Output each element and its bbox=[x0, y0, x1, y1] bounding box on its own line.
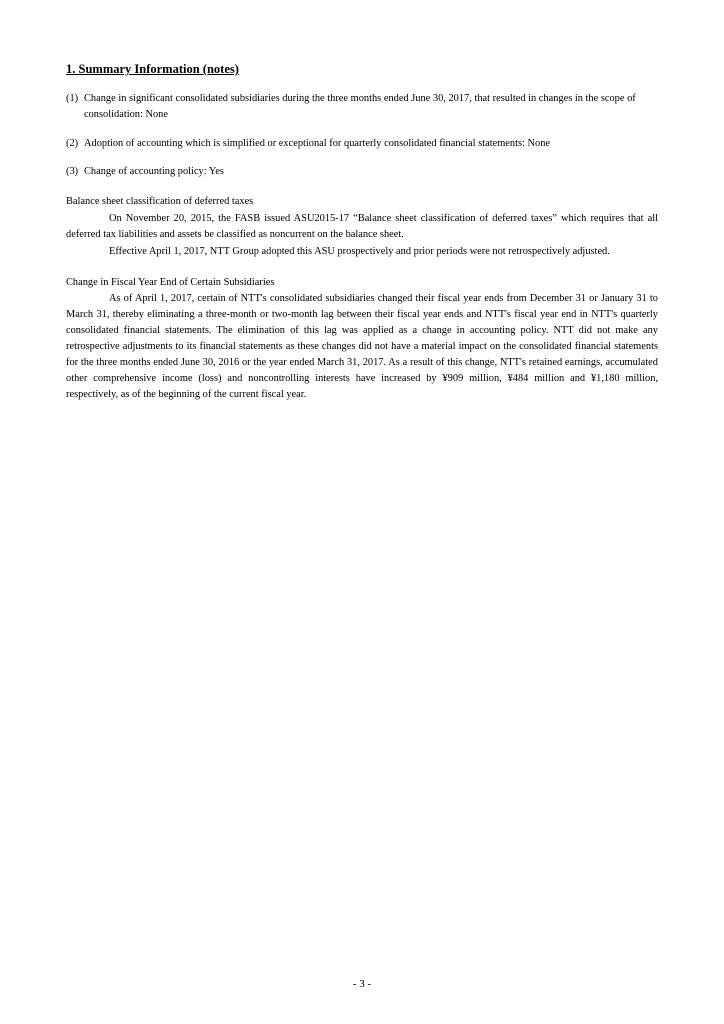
deferred-taxes-paragraph-2: Effective April 1, 2017, NTT Group adopted this ASU prospectively and prior periods were not retrospectively adjusted. bbox=[109, 246, 610, 257]
deferred-taxes-paragraph-1: On November 20, 2015, the FASB issued ASU2015-17 “Balance sheet classification of deferred taxes” which requires that all deferred tax liabilities and assets be classified as noncurrent on the balance sheet. bbox=[66, 213, 658, 240]
note-item-text: Change in significant consolidated subsidiaries during the three months ended June 30, 2017, that resulted in changes in the scope of consolidation: None bbox=[84, 93, 636, 120]
note-item-3 bbox=[66, 164, 658, 180]
note-item-number: (2) bbox=[66, 138, 79, 149]
page-number: - 3 - bbox=[352, 978, 372, 990]
note-item-1 bbox=[66, 91, 658, 123]
note-item-text: Adoption of accounting which is simplified or exceptional for quarterly consolidated financial statements: None bbox=[84, 138, 551, 149]
note-item-text: Change of accounting policy: Yes bbox=[84, 166, 224, 177]
note-item-number: (3) bbox=[66, 166, 79, 177]
note-item-2 bbox=[66, 136, 658, 152]
fiscal-year-paragraph: As of April 1, 2017, certain of NTT's consolidated subsidiaries changed their fiscal year ends from December 31 or January 31 to March 31, thereby eliminating a three-month or two-month lag between their fiscal year ends and NTT's fiscal year end in NTT's quarterly consolidated financial statements. The elimination of this lag was applied as a change in accounting policy. NTT did not make any retrospective adjustments to its financial statements as these changes did not have a material impact on the consolidated financial statements for the three months ended June 30, 2016 or the year ended March 31, 2017. As a result of this change, NTT's retained earnings, accumulated other comprehensive income (loss) and noncontrolling interests have increased by ¥909 million, ¥484 million and ¥1,180 million, respectively, as of the beginning of the current fiscal year. bbox=[66, 293, 658, 400]
section-title: 1. Summary Information (notes) bbox=[66, 62, 239, 76]
deferred-taxes-heading: Balance sheet classification of deferred taxes bbox=[66, 196, 254, 207]
note-item-number: (1) bbox=[66, 93, 79, 104]
fiscal-year-heading: Change in Fiscal Year End of Certain Subsidiaries bbox=[66, 277, 275, 288]
